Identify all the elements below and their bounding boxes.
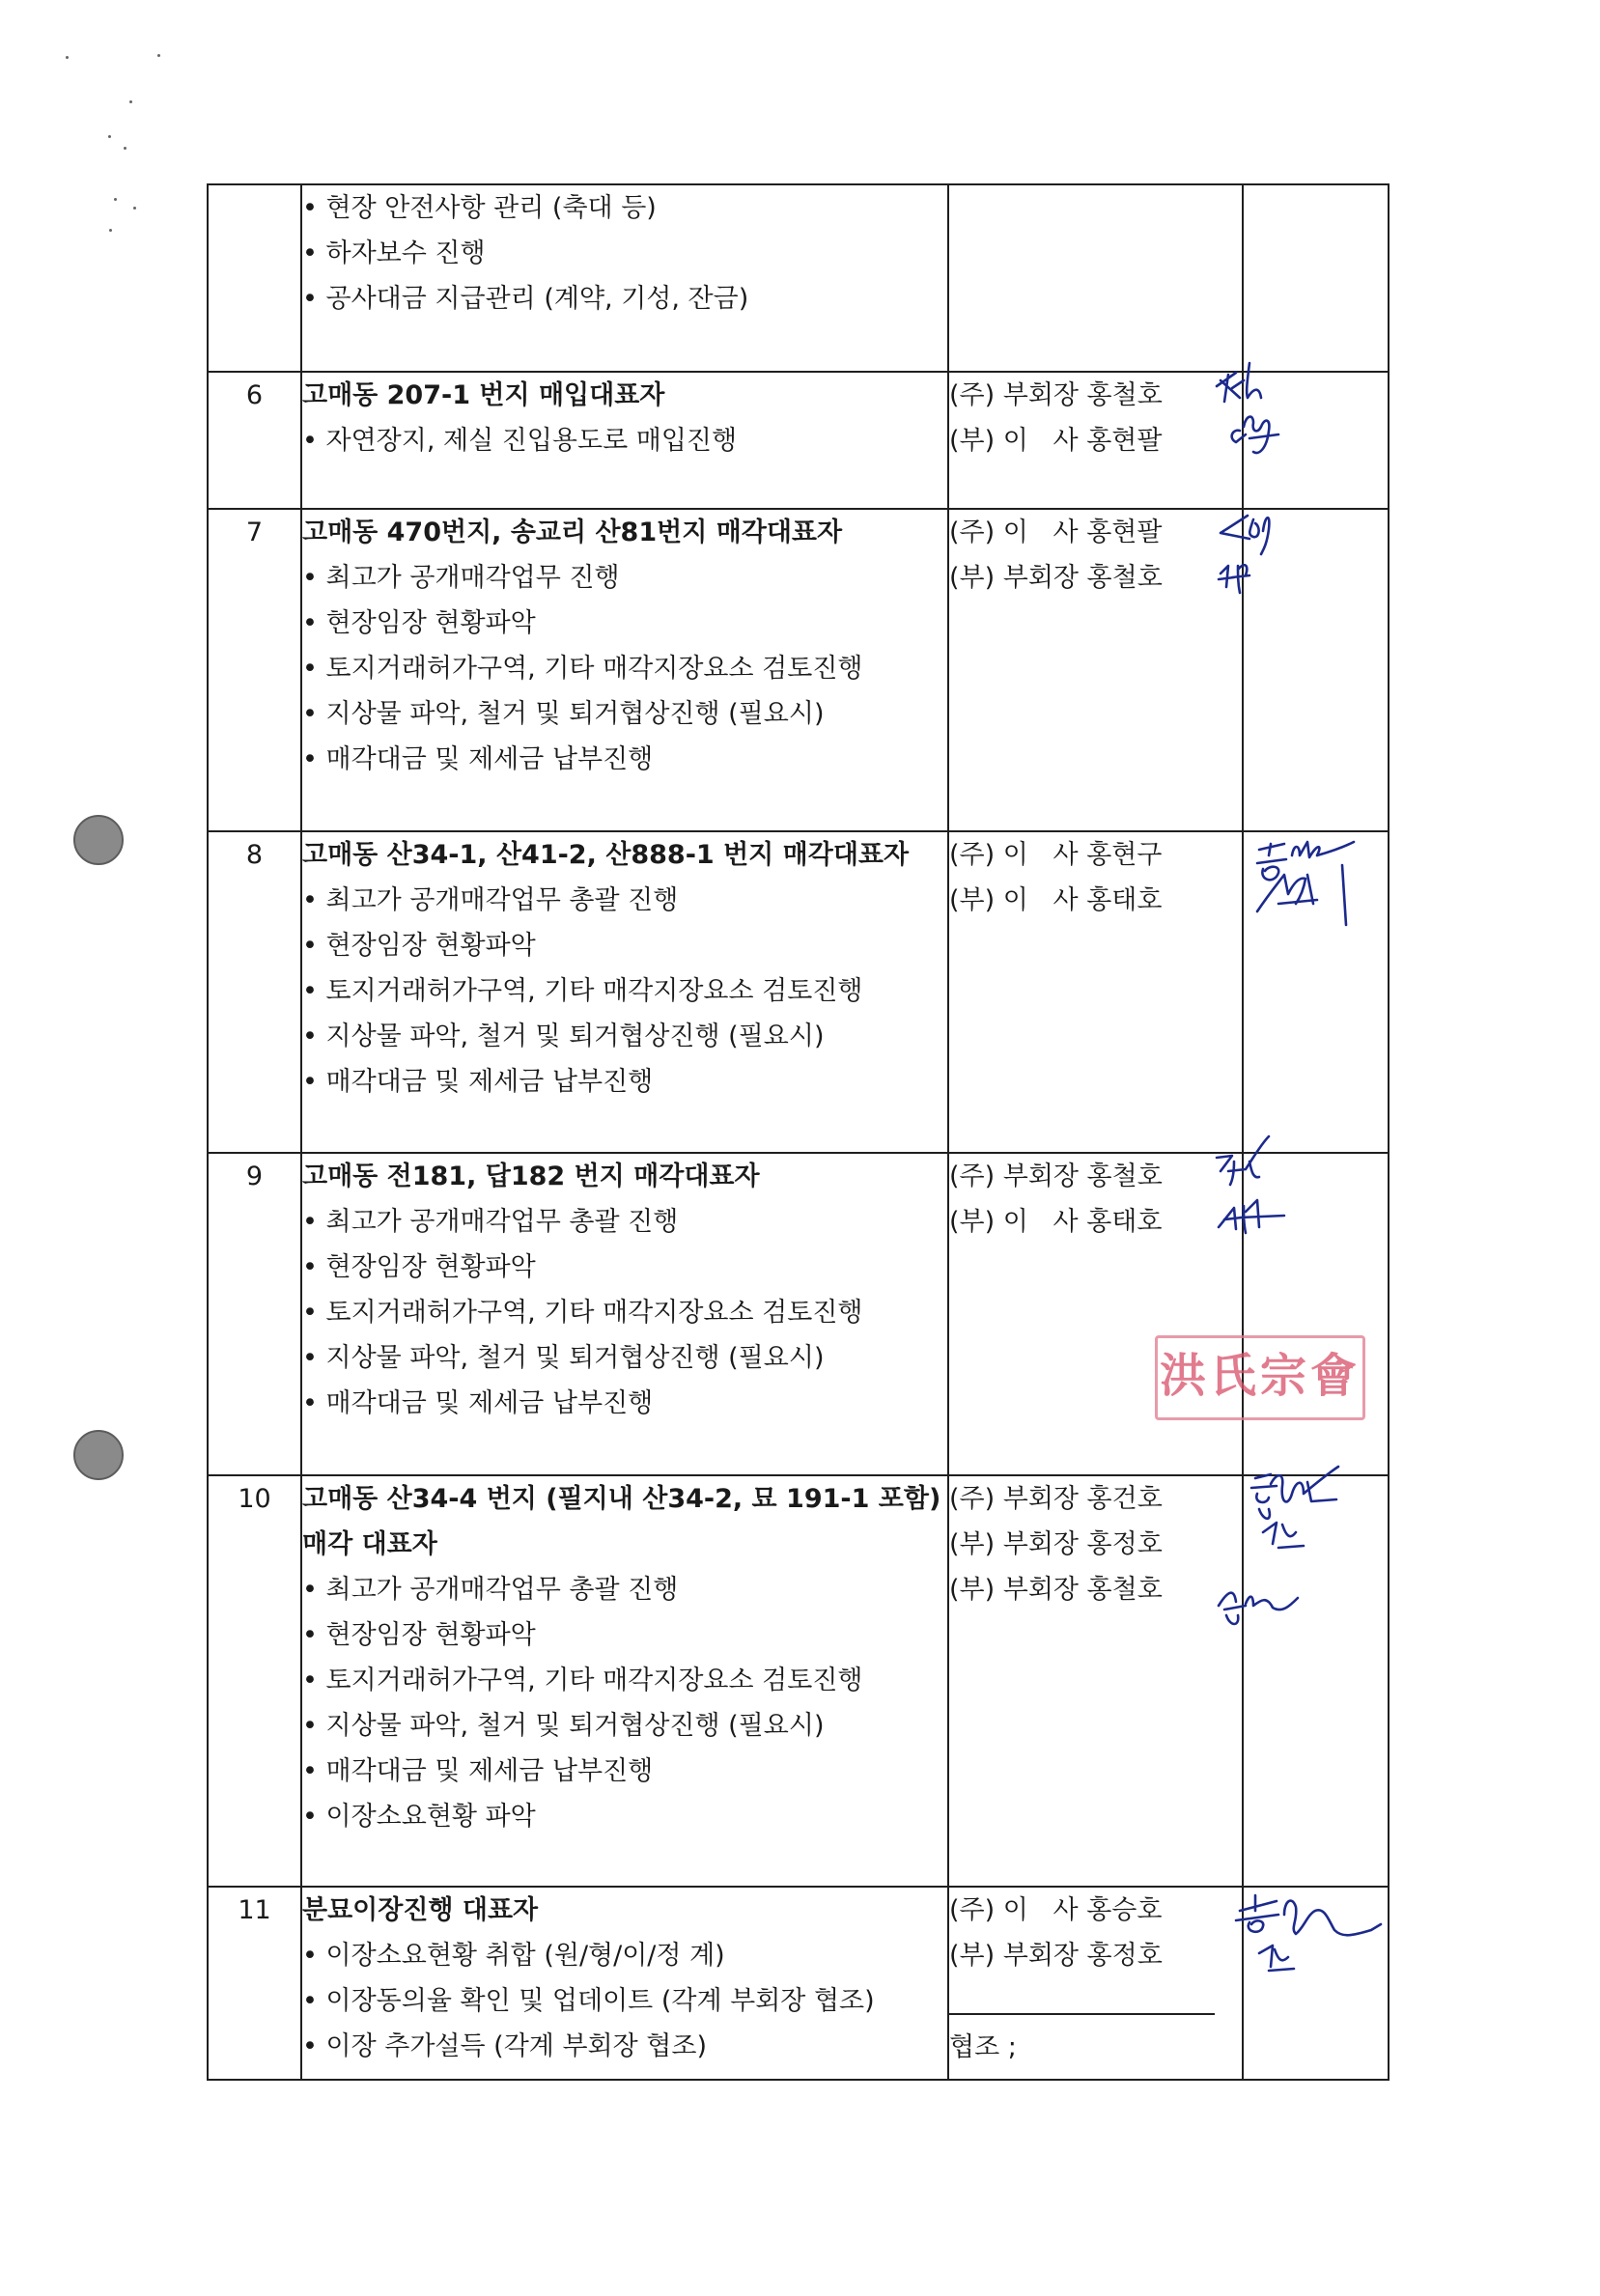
representatives-cell bbox=[948, 1153, 1243, 1475]
duty-item: • 지상물 파악, 철거 및 퇴거협상진행 (필요시) bbox=[302, 1014, 947, 1059]
handwritten-signature bbox=[1215, 506, 1321, 612]
representatives-cell bbox=[948, 184, 1243, 372]
row-number: 6 bbox=[208, 372, 301, 509]
row-number: 11 bbox=[208, 1887, 301, 2080]
duty-item: • 지상물 파악, 철거 및 퇴거협상진행 (필요시) bbox=[302, 691, 947, 737]
scan-speck bbox=[66, 56, 69, 59]
duty-item: • 매각대금 및 제세금 납부진행 bbox=[302, 1749, 947, 1794]
duty-item: • 매각대금 및 제세금 납부진행 bbox=[302, 737, 947, 782]
duty-title: 고매동 산34-4 번지 (필지내 산34-2, 묘 191-1 포함) 매각 대표자 bbox=[302, 1484, 941, 1559]
row-number bbox=[208, 184, 301, 372]
deputy-representative: (부) 부회장 홍철호 bbox=[949, 563, 1163, 593]
duty-description bbox=[301, 831, 948, 1153]
duty-description bbox=[301, 372, 948, 509]
duty-item: • 현장임장 현황파악 bbox=[302, 1612, 947, 1658]
handwritten-signature bbox=[1226, 1882, 1429, 1988]
duty-list bbox=[302, 555, 947, 782]
duty-item: • 지상물 파악, 철거 및 퇴거협상진행 (필요시) bbox=[302, 1703, 947, 1749]
organization-seal-stamp: 洪氏宗會 bbox=[1155, 1335, 1365, 1420]
duty-description bbox=[301, 184, 948, 372]
handwritten-signature bbox=[1215, 1465, 1389, 1648]
duty-description bbox=[301, 1887, 948, 2080]
representative-table bbox=[207, 183, 1389, 2081]
signature-cell bbox=[1243, 1153, 1389, 1475]
scan-speck bbox=[109, 229, 112, 232]
representatives-cell bbox=[948, 509, 1243, 831]
scan-speck bbox=[124, 147, 126, 150]
punch-hole bbox=[73, 1430, 124, 1480]
duty-item: • 공사대금 지급관리 (계약, 기성, 잔금) bbox=[302, 276, 947, 322]
duty-item: • 토지거래허가구역, 기타 매각지장요소 검토진행 bbox=[302, 1290, 947, 1335]
duty-item: • 이장동의율 확인 및 업데이트 (각계 부회장 협조) bbox=[302, 1978, 947, 2024]
signature-cell bbox=[1243, 1475, 1389, 1887]
signature-cell bbox=[1243, 372, 1389, 509]
table-row bbox=[208, 184, 1389, 372]
duty-item: • 이장소요현황 취합 (원/형/이/정 계) bbox=[302, 1933, 947, 1978]
duty-description bbox=[301, 1475, 948, 1887]
representatives-cell bbox=[948, 831, 1243, 1153]
duty-item: • 현장임장 현황파악 bbox=[302, 601, 947, 646]
table-row bbox=[208, 509, 1389, 831]
table-row bbox=[208, 1475, 1389, 1887]
blank-signature-line bbox=[949, 1978, 1215, 2015]
scan-speck bbox=[157, 54, 160, 57]
representatives-cell bbox=[948, 372, 1243, 509]
row-number: 8 bbox=[208, 831, 301, 1153]
duty-title: 고매동 전181, 답182 번지 매각대표자 bbox=[302, 1162, 760, 1191]
signature-cell bbox=[1243, 831, 1389, 1153]
duty-item: • 자연장지, 제실 진입용도로 매입진행 bbox=[302, 418, 947, 463]
deputy-representative: (부) 이 사 홍태호 bbox=[949, 1207, 1163, 1237]
deputy-representative: (부) 이 사 홍현팔 bbox=[949, 426, 1163, 456]
primary-representative: (주) 부회장 홍건호 bbox=[949, 1484, 1163, 1514]
table-row bbox=[208, 1153, 1389, 1475]
duty-list bbox=[302, 1933, 947, 2069]
handwritten-signature bbox=[1211, 1133, 1317, 1248]
deputy-representative: (부) 부회장 홍정호 bbox=[949, 1529, 1163, 1559]
duty-item: • 토지거래허가구역, 기타 매각지장요소 검토진행 bbox=[302, 646, 947, 691]
deputy-representative: (부) 이 사 홍태호 bbox=[949, 885, 1163, 915]
table-row bbox=[208, 1887, 1389, 2080]
scan-speck bbox=[114, 198, 117, 201]
handwritten-signature bbox=[1211, 359, 1317, 465]
punch-hole bbox=[73, 815, 124, 865]
duty-title: 고매동 470번지, 송교리 산81번지 매각대표자 bbox=[302, 518, 843, 547]
row-number: 10 bbox=[208, 1475, 301, 1887]
duty-description bbox=[301, 1153, 948, 1475]
primary-representative: (주) 이 사 홍현팔 bbox=[949, 518, 1163, 547]
duty-item: • 현장임장 현황파악 bbox=[302, 923, 947, 968]
duty-list bbox=[302, 1199, 947, 1426]
primary-representative: (주) 이 사 홍승호 bbox=[949, 1895, 1163, 1925]
row-number: 7 bbox=[208, 509, 301, 831]
duty-item: • 지상물 파악, 철거 및 퇴거협상진행 (필요시) bbox=[302, 1335, 947, 1381]
scan-speck bbox=[108, 135, 111, 138]
cooperation-label: 협조 ; bbox=[949, 2032, 1017, 2062]
duty-title: 고매동 207-1 번지 매입대표자 bbox=[302, 380, 665, 410]
signature-cell bbox=[1243, 1887, 1389, 2080]
deputy-representative: (부) 부회장 홍정호 bbox=[949, 1941, 1163, 1971]
duty-item: • 토지거래허가구역, 기타 매각지장요소 검토진행 bbox=[302, 1658, 947, 1703]
duty-item: • 현장 안전사항 관리 (축대 등) bbox=[302, 185, 947, 231]
duty-list bbox=[302, 418, 947, 463]
scan-speck bbox=[133, 207, 136, 210]
duty-item: • 매각대금 및 제세금 납부진행 bbox=[302, 1381, 947, 1426]
table-row bbox=[208, 831, 1389, 1153]
duty-item: • 최고가 공개매각업무 진행 bbox=[302, 555, 947, 601]
duty-description bbox=[301, 509, 948, 831]
representatives-cell bbox=[948, 1475, 1243, 1887]
duty-title: 분묘이장진행 대표자 bbox=[302, 1895, 539, 1925]
primary-representative: (주) 이 사 홍현구 bbox=[949, 840, 1163, 870]
duty-list bbox=[302, 878, 947, 1105]
scan-speck bbox=[129, 100, 132, 103]
duty-item: • 하자보수 진행 bbox=[302, 231, 947, 276]
table-row bbox=[208, 372, 1389, 509]
duty-item: • 토지거래허가구역, 기타 매각지장요소 검토진행 bbox=[302, 968, 947, 1014]
representatives-cell bbox=[948, 1887, 1243, 2080]
deputy-representative: (부) 부회장 홍철호 bbox=[949, 1575, 1163, 1605]
duty-item: • 이장소요현황 파악 bbox=[302, 1794, 947, 1839]
signature-cell bbox=[1243, 509, 1389, 831]
signature-cell bbox=[1243, 184, 1389, 372]
primary-representative: (주) 부회장 홍철호 bbox=[949, 1162, 1163, 1191]
duty-item: • 최고가 공개매각업무 총괄 진행 bbox=[302, 1567, 947, 1612]
duty-item: • 매각대금 및 제세금 납부진행 bbox=[302, 1059, 947, 1105]
duty-item: • 최고가 공개매각업무 총괄 진행 bbox=[302, 1199, 947, 1245]
handwritten-signature bbox=[1249, 836, 1385, 952]
duty-list bbox=[302, 1567, 947, 1839]
duty-item: • 현장임장 현황파악 bbox=[302, 1245, 947, 1290]
duty-list bbox=[302, 185, 947, 322]
duty-item: • 최고가 공개매각업무 총괄 진행 bbox=[302, 878, 947, 923]
duty-title: 고매동 산34-1, 산41-2, 산888-1 번지 매각대표자 bbox=[302, 840, 910, 870]
primary-representative: (주) 부회장 홍철호 bbox=[949, 380, 1163, 410]
row-number: 9 bbox=[208, 1153, 301, 1475]
duty-item: • 이장 추가설득 (각계 부회장 협조) bbox=[302, 2024, 947, 2069]
